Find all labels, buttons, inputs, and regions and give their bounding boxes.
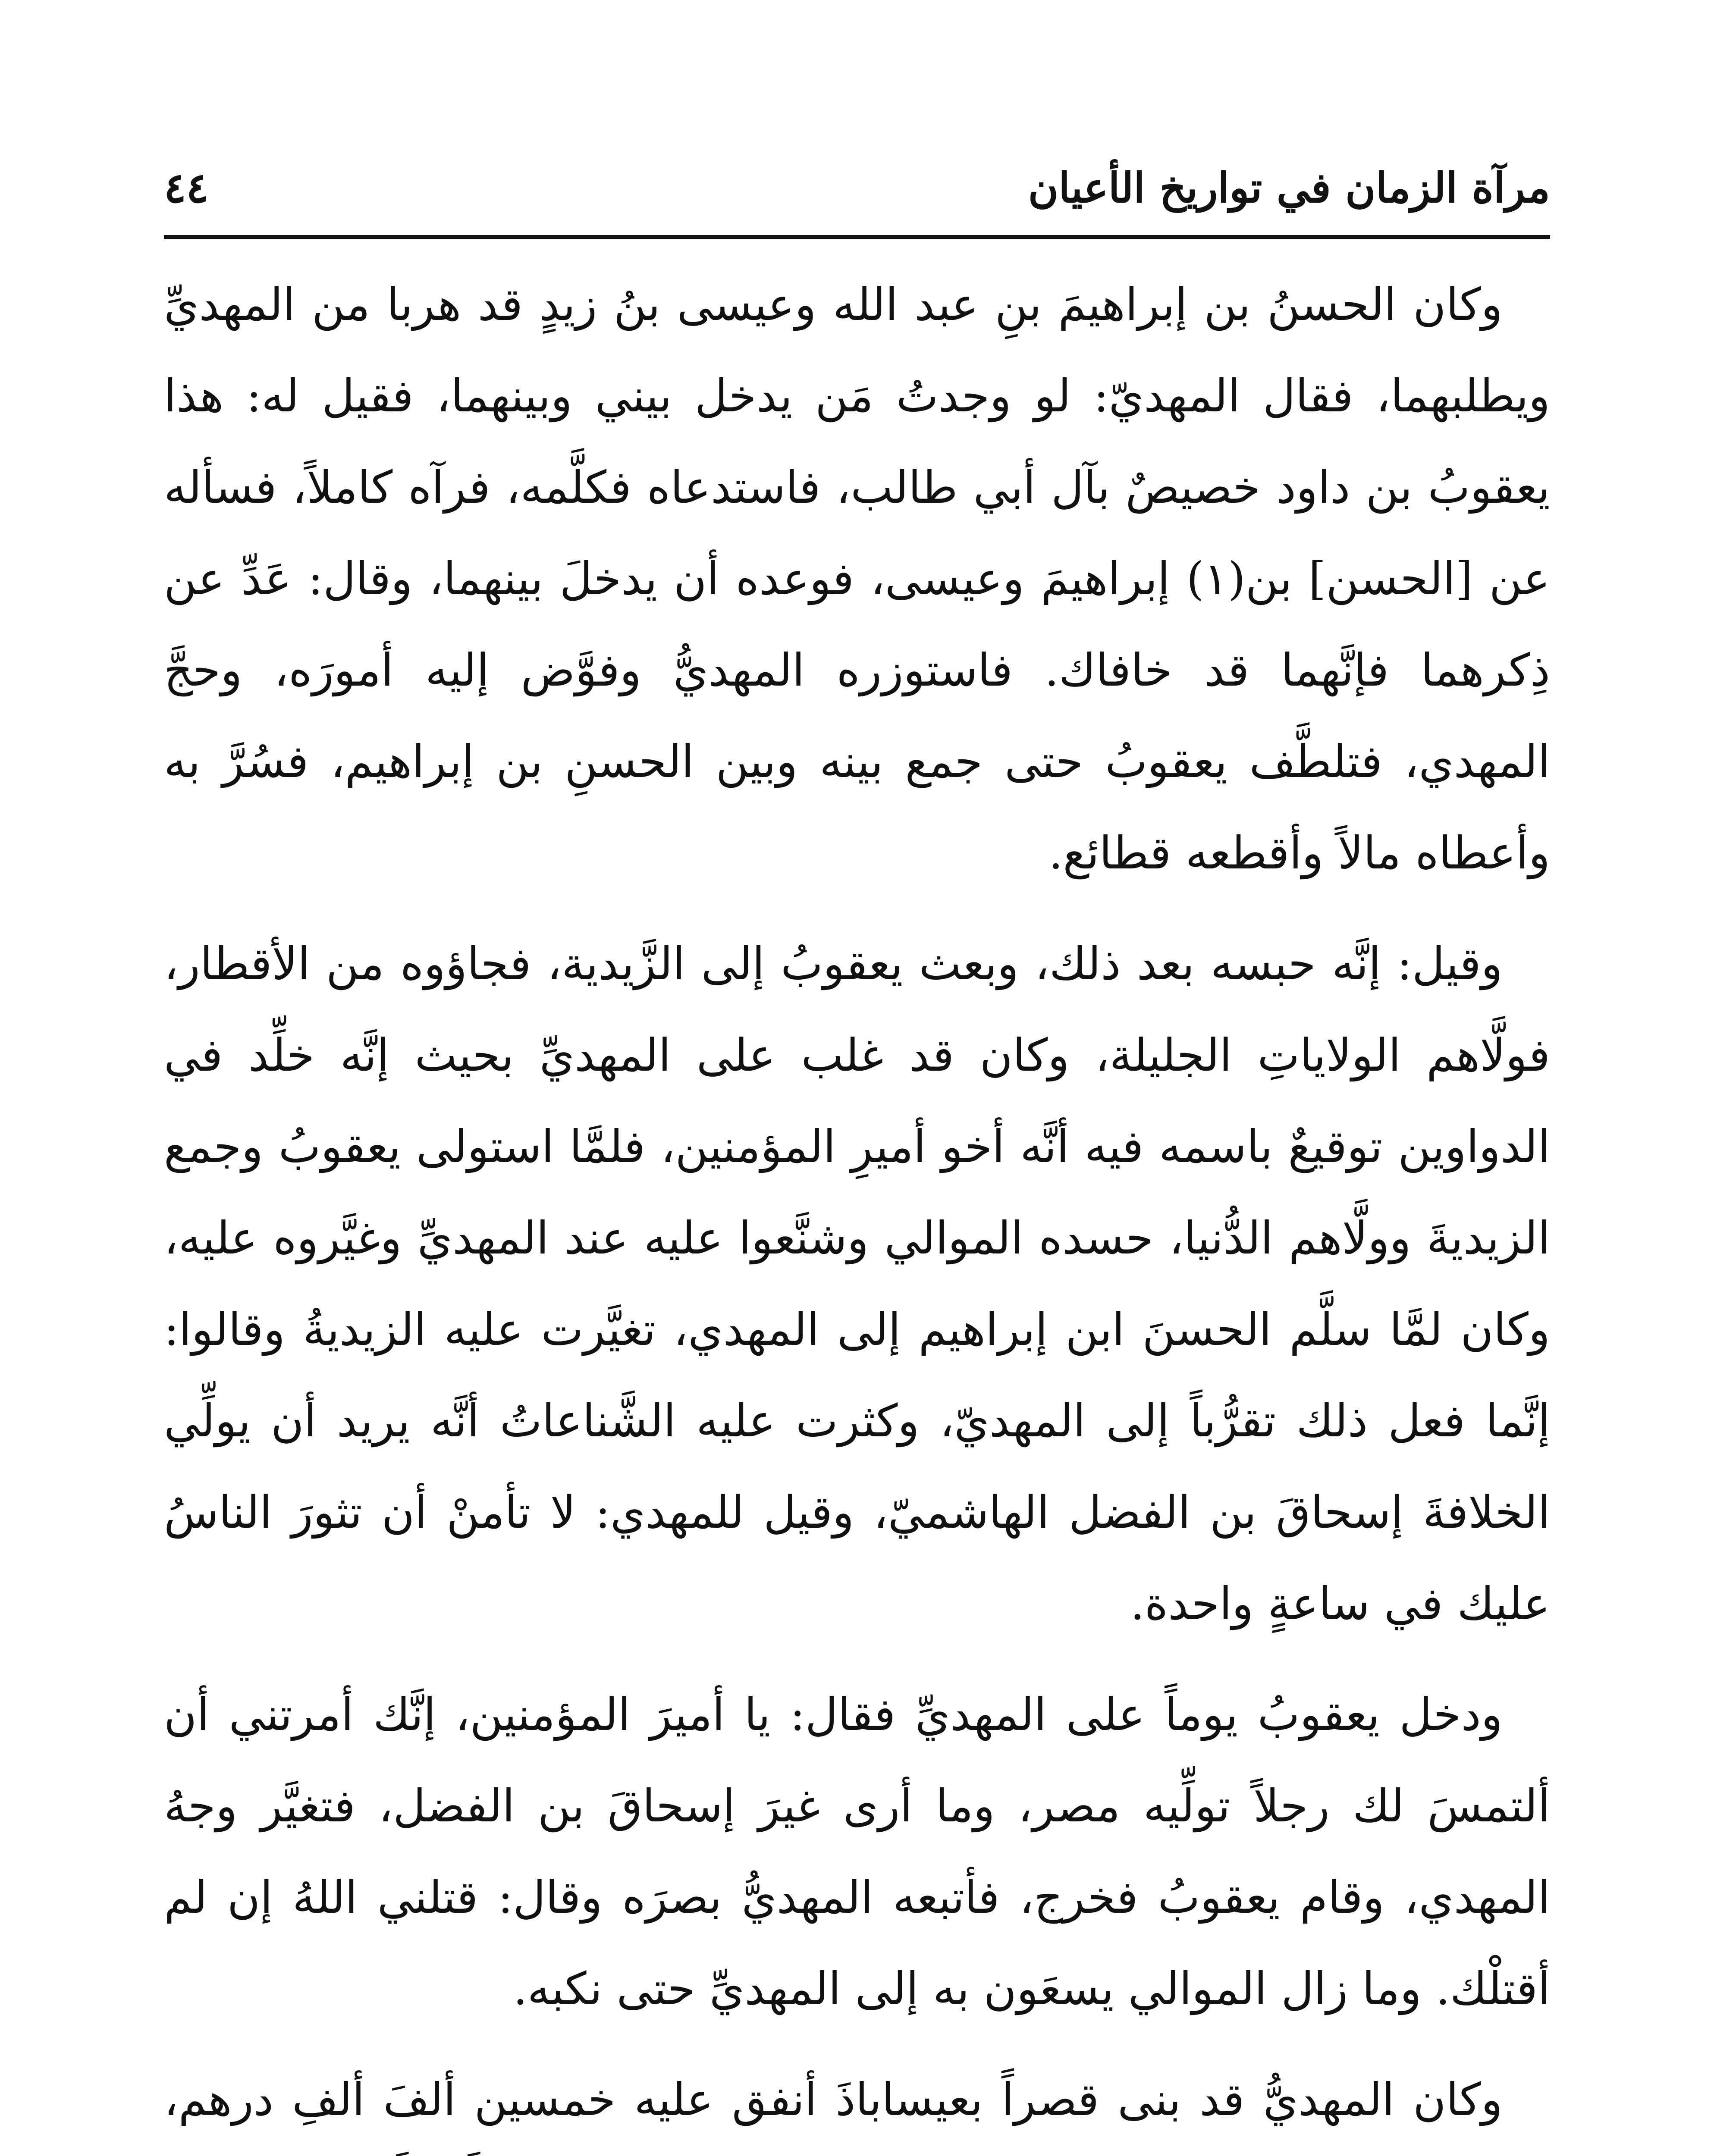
paragraph: وقيل: إنَّه حبسه بعد ذلك، وبعث يعقوبُ إلى الزَّيدية، فجاؤوه من الأقطار، فولَّاهم الولاياتِ الجليلة، وكان قد غلب على المهديِّ بحيث إنَّه خلِّد في الدواوين توقيعٌ باسمه فيه أنَّه أخو أميرِ المؤمنين، فلمَّا استولى يعقوبُ وجمع الزيديةَ وولَّاهم الدُّنيا، حسده الموالي وشنَّعوا عليه عند المهديِّ وغيَّروه عليه، وكان لمَّا سلَّم الحسنَ ابن إبراهيم إلى المهدي، تغيَّرت عليه الزيديةُ وقالوا: إنَّما فعل ذلك تقرُّباً إلى المهديّ، وكثرت عليه الشَّناعاتُ أنَّه يريد أن يولِّي الخلافةَ إسحاقَ بن الفضل الهاشميّ، وقيل للمهدي: لا تأمنْ أن تثورَ الناسُ عليك في ساعةٍ واحدة. [164,937,1550,1630]
paragraph: ودخل يعقوبُ يوماً على المهديِّ فقال: يا أميرَ المؤمنين، إنَّك أمرتني أن ألتمسَ لك رجلاً تولِّيه مصر، وما أرى غيرَ إسحاقَ بن الفضل، فتغيَّر وجهُ المهدي، وقام يعقوبُ فخرج، فأتبعه المهديُّ بصرَه وقال: قتلني اللهُ إن لم أقتلْك. وما زال الموالي يسعَون به إلى المهديِّ حتى نكبه. [164,1688,1550,2015]
body-text [164,259,1550,2156]
header-rule [164,235,1550,239]
running-title: مرآة الزمان في تواريخ الأعيان [1028,163,1550,212]
page-number: ٤٤ [164,163,209,212]
page-header [164,155,1550,220]
paragraph: وكان المهديُّ قد بنى قصراً بعيساباذَ أنفق عليه خمسين ألفَ ألفِ درهم، [164,2073,1503,2126]
paragraph: وكان الحسنُ بن إبراهيمَ بنِ عبد الله وعيسى بنُ زيدٍ قد هربا من المهديِّ ويطلبهما، فقال المهديّ: لو وجدتُ مَن يدخل بيني وبينهما، فقيل له: هذا يعقوبُ بن داود خصيصٌ بآل أبي طالب، فاستدعاه فكلَّمه، فرآه كاملاً، فسأله عن [الحسن] بن(١) إبراهيمَ وعيسى، فوعده أن يدخلَ بينهما، وقال: عَدِّ عن ذِكرهما فإنَّهما قد خافاك. فاستوزره المهديُّ وفوَّض إليه أمورَه، وحجَّ المهدي، فتلطَّف يعقوبُ حتى جمع بينه وبين الحسنِ بن إبراهيم، فسُرَّ به وأعطاه مالاً وأقطعه قطائع. [164,278,1550,879]
